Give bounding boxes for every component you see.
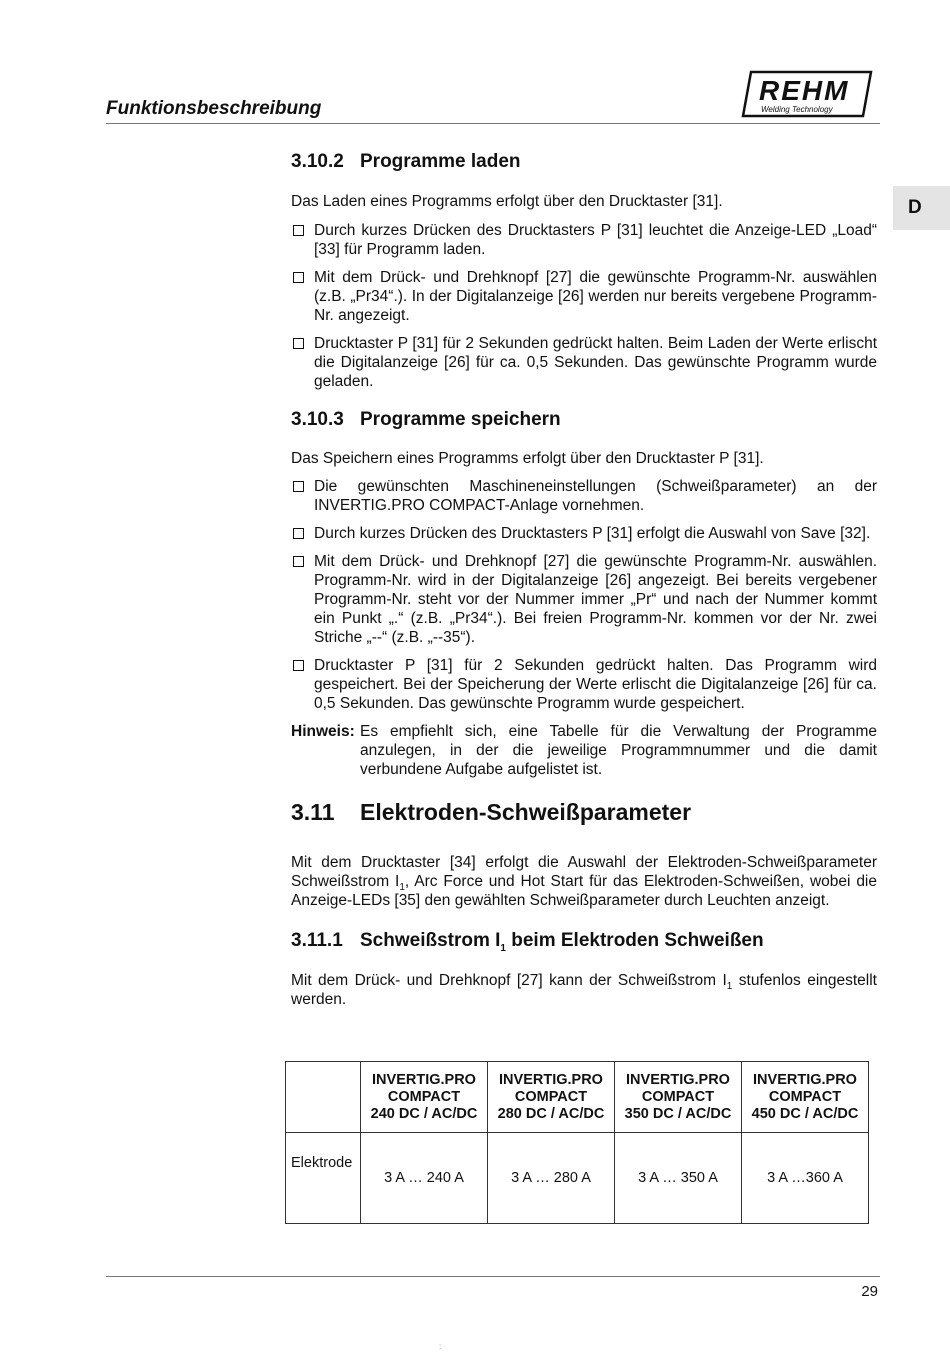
language-tab: D <box>893 186 950 230</box>
table-corner-cell <box>286 1062 361 1133</box>
paragraph: Das Laden eines Programms erfolgt über den Drucktaster [31]. <box>291 193 723 210</box>
table-cell: 3 A … 280 A <box>488 1133 615 1224</box>
section-title: Programme speichern <box>360 409 561 430</box>
paragraph: Mit dem Drück- und Drehknopf [27] kann der Schweißstrom $I_1$ stufenlos eingestellt werden. <box>291 972 877 1008</box>
table-header-cell: INVERTIG.PRO COMPACT 350 DC / AC/DC <box>615 1062 742 1133</box>
note-label: Hinweis: <box>291 723 355 740</box>
list-item <box>291 477 877 515</box>
section-heading <box>291 799 877 826</box>
checkbox-bullet-icon <box>293 225 304 236</box>
table-header-cell: INVERTIG.PRO COMPACT 450 DC / AC/DC <box>742 1062 869 1133</box>
list-item <box>291 221 877 259</box>
logo-tagline: Welding Technology <box>761 105 833 114</box>
list-item <box>291 552 877 647</box>
section-heading <box>291 930 877 952</box>
main-content <box>291 150 877 1009</box>
table-cell: 3 A …360 A <box>742 1133 869 1224</box>
note-text: Es empfiehlt sich, eine Tabelle für die Verwaltung der Programme anzulegen, in der die jeweilige Programmnummer und die damit verbundene Aufgabe aufgelistet ist. <box>360 723 877 778</box>
section-number: 3.10.3 <box>291 409 344 430</box>
footer-divider <box>106 1276 880 1277</box>
table-row <box>286 1133 869 1224</box>
list-item-text: Die gewünschten Maschineneinstellungen (Schweißparameter) an der INVERTIG.PRO COMPACT-Anlage vornehmen. <box>314 478 877 514</box>
checkbox-bullet-icon <box>293 272 304 283</box>
table-cell: 3 A … 350 A <box>615 1133 742 1224</box>
page-header-title: Funktionsbeschreibung <box>106 98 322 119</box>
rehm-logo <box>741 70 875 120</box>
section-title: Schweißstrom $I_1$ beim Elektroden Schweißen <box>360 930 764 954</box>
section-title: Elektroden-Schweißparameter <box>360 799 692 825</box>
paragraph: Mit dem Drucktaster [34] erfolgt die Auswahl der Elektroden-Schweißparameter Schweißstrom $I_1$, Arc Force und Hot Start für das Elektroden-Schweißen, wobei die Anzeige-LEDs [35] den gewählten Schweißparameter durch Leuchten anzeigt. <box>291 854 877 909</box>
list-item-text: Mit dem Drück- und Drehknopf [27] die gewünschte Programm-Nr. auswählen (z.B. „Pr34“.). In der Digitalanzeige [26] werden nur bereits vergebene Programm-Nr. angezeigt. <box>314 269 877 324</box>
table-header-cell: INVERTIG.PRO COMPACT 240 DC / AC/DC <box>361 1062 488 1133</box>
page-number: 29 <box>861 1283 878 1300</box>
table-header-cell: INVERTIG.PRO COMPACT 280 DC / AC/DC <box>488 1062 615 1133</box>
section-number: 3.11 <box>291 799 335 825</box>
checkbox-bullet-icon <box>293 481 304 492</box>
section-heading <box>291 409 877 431</box>
checkbox-bullet-icon <box>293 556 304 567</box>
list-item-text: Durch kurzes Drücken des Drucktasters P [31] erfolgt die Auswahl von Save [32]. <box>314 525 871 542</box>
header-divider <box>106 123 880 124</box>
table-cell: 3 A … 240 A <box>361 1133 488 1224</box>
list-item-text: Mit dem Drück- und Drehknopf [27] die gewünschte Programm-Nr. auswählen. Programm-Nr. wird in der Digitalanzeige [26] angezeigt. Bei bereits vergebener Programm-Nr. steht vor der Nummer immer „Pr“ und nach der Nummer kommt ein Punkt „.“ (z.B. „Pr34“.). Bei freien Programm-Nr. kommen vor der Nr. zwei Striche „--“ (z.B. „--35“). <box>314 553 877 646</box>
logo-wordmark: REHM <box>759 75 850 106</box>
list-item-text: Drucktaster P [31] für 2 Sekunden gedrückt halten. Beim Laden der Werte erlischt die Digitalanzeige [26] für ca. 0,5 Sekunden. Das gewünschte Programm wurde geladen. <box>314 335 877 390</box>
list-item <box>291 524 877 543</box>
table-row-label: Elektrode <box>286 1133 361 1224</box>
checkbox-bullet-icon <box>293 528 304 539</box>
section-number: 3.11.1 <box>291 930 343 951</box>
list-item <box>291 268 877 325</box>
checkbox-bullet-icon <box>293 660 304 671</box>
footer-mark: : <box>439 1342 442 1351</box>
list-item-text: Durch kurzes Drücken des Drucktasters P [31] leuchtet die Anzeige-LED „Load“ [33] für Programm laden. <box>314 222 877 258</box>
table-header-row <box>286 1062 869 1133</box>
paragraph: Das Speichern eines Programms erfolgt über den Drucktaster P [31]. <box>291 450 764 467</box>
welding-current-table <box>285 1061 869 1224</box>
section-heading <box>291 151 877 173</box>
list-item <box>291 334 877 391</box>
section-number: 3.10.2 <box>291 151 344 172</box>
note <box>291 722 877 779</box>
list-item <box>291 656 877 713</box>
section-title: Programme laden <box>360 151 521 172</box>
checkbox-bullet-icon <box>293 338 304 349</box>
list-item-text: Drucktaster P [31] für 2 Sekunden gedrückt halten. Das Programm wird gespeichert. Bei der Speicherung der Werte erlischt die Digitalanzeige [26] für ca. 0,5 Sekunden. Das gewünschte Programm wurde gespeichert. <box>314 657 877 712</box>
